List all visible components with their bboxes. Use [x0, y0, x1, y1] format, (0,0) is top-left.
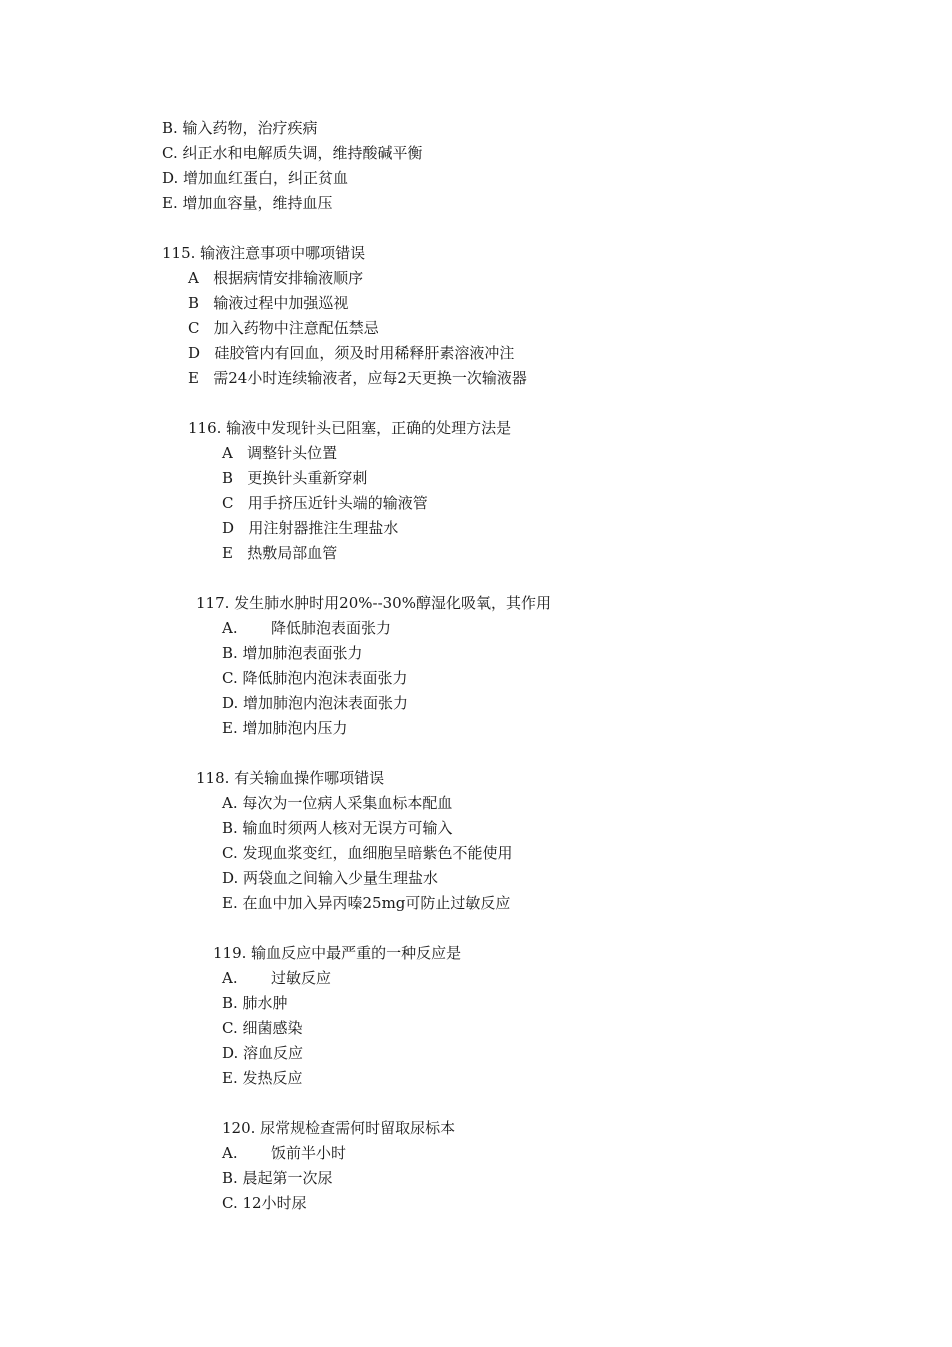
question-115: 115. 输液注意事项中哪项错误 — [162, 244, 366, 262]
q120-option-b: B. 晨起第一次尿 — [222, 1169, 333, 1187]
q118-option-d: D. 两袋血之间输入少量生理盐水 — [222, 869, 439, 887]
q119-option-c: C. 细菌感染 — [222, 1019, 303, 1037]
q115-option-b: B 输液过程中加强巡视 — [188, 294, 349, 312]
q120-option-c: C. 12小时尿 — [222, 1194, 307, 1212]
q118-option-b: B. 输血时须两人核对无误方可输入 — [222, 819, 453, 837]
q116-option-d: D 用注射器推注生理盐水 — [222, 519, 399, 537]
q115-option-d: D 硅胶管内有回血，须及时用稀释肝素溶液冲注 — [188, 344, 515, 362]
q115-option-a: A 根据病情安排输液顺序 — [188, 269, 364, 287]
q118-option-a: A. 每次为一位病人采集血标本配血 — [222, 794, 453, 812]
q117-option-a: A. 降低肺泡表面张力 — [222, 619, 391, 637]
q117-option-c: C. 降低肺泡内泡沫表面张力 — [222, 669, 408, 687]
q116-option-e: E 热敷局部血管 — [222, 544, 338, 562]
question-120: 120. 尿常规检查需何时留取尿标本 — [222, 1119, 456, 1137]
q115-option-c: C 加入药物中注意配伍禁忌 — [188, 319, 379, 337]
q119-option-d: D. 溶血反应 — [222, 1044, 304, 1062]
option-b-line: B. 输入药物，治疗疾病 — [162, 119, 318, 137]
q119-option-a: A. 过敏反应 — [222, 969, 331, 987]
question-117: 117. 发生肺水肿时用20%--30%醇湿化吸氧，其作用 — [196, 594, 551, 612]
option-d-line: D. 增加血红蛋白，纠正贫血 — [162, 169, 349, 187]
q120-option-a: A. 饭前半小时 — [222, 1144, 346, 1162]
question-118: 118. 有关输血操作哪项错误 — [196, 769, 385, 787]
q116-option-c: C 用手挤压近针头端的输液管 — [222, 494, 428, 512]
question-119: 119. 输血反应中最严重的一种反应是 — [213, 944, 462, 962]
option-e-line: E. 增加血容量，维持血压 — [162, 194, 333, 212]
q117-option-d: D. 增加肺泡内泡沫表面张力 — [222, 694, 409, 712]
q118-option-e: E. 在血中加入异丙嗪25mg可防止过敏反应 — [222, 894, 511, 912]
q117-option-b: B. 增加肺泡表面张力 — [222, 644, 363, 662]
q119-option-b: B. 肺水肿 — [222, 994, 288, 1012]
q115-option-e: E 需24小时连续输液者，应每2天更换一次输液器 — [188, 369, 527, 387]
q119-option-e: E. 发热反应 — [222, 1069, 303, 1087]
q116-option-b: B 更换针头重新穿刺 — [222, 469, 368, 487]
option-c-line: C. 纠正水和电解质失调，维持酸碱平衡 — [162, 144, 423, 162]
q117-option-e: E. 增加肺泡内压力 — [222, 719, 348, 737]
question-116: 116. 输液中发现针头已阻塞，正确的处理方法是 — [188, 419, 512, 437]
q118-option-c: C. 发现血浆变红，血细胞呈暗紫色不能使用 — [222, 844, 513, 862]
q116-option-a: A 调整针头位置 — [222, 444, 338, 462]
